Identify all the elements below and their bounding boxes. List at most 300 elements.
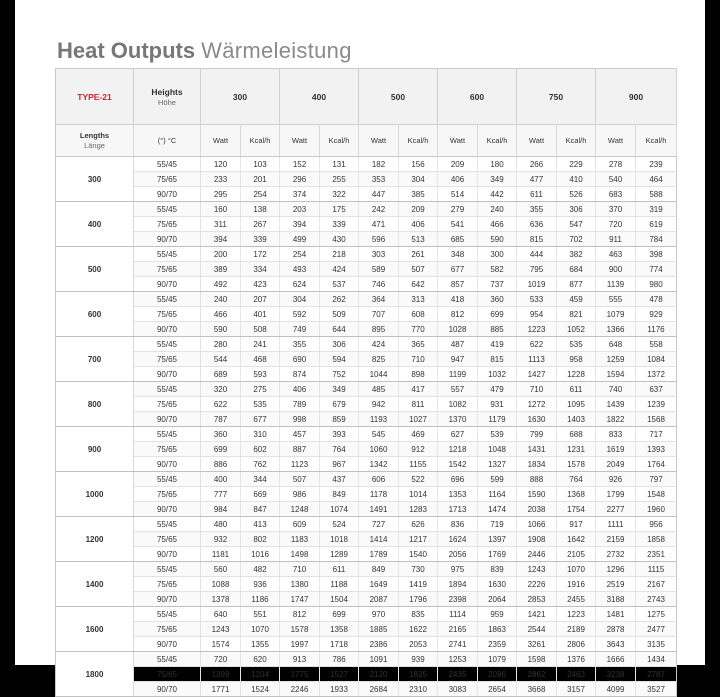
watt-value-cell: 1113 xyxy=(517,352,557,367)
length-cell: 600 xyxy=(56,292,134,337)
kcal-value-cell: 594 xyxy=(320,352,359,367)
kcal-value-cell: 1754 xyxy=(557,502,596,517)
watt-value-cell: 2087 xyxy=(359,592,399,607)
kcal-value-cell: 730 xyxy=(399,562,438,577)
watt-value-cell: 2684 xyxy=(359,682,399,697)
kcal-value-cell: 313 xyxy=(399,292,438,307)
kcal-value-cell: 849 xyxy=(320,487,359,502)
kcal-value-cell: 522 xyxy=(399,472,438,487)
kcal-value-cell: 1095 xyxy=(557,397,596,412)
watt-value-cell: 447 xyxy=(359,187,399,202)
watt-value-cell: 304 xyxy=(280,292,320,307)
watt-value-cell: 280 xyxy=(201,337,241,352)
watt-value-cell: 895 xyxy=(359,322,399,337)
watt-value-cell: 1114 xyxy=(438,607,478,622)
heights-sub-label: Höhe xyxy=(158,97,176,107)
watt-value-cell: 400 xyxy=(201,472,241,487)
temperature-cell: 55/45 xyxy=(134,202,201,217)
kcal-value-cell: 1524 xyxy=(241,682,280,697)
temperature-cell: 90/70 xyxy=(134,412,201,427)
length-cell: 900 xyxy=(56,427,134,472)
kcal-value-cell: 424 xyxy=(320,262,359,277)
watt-value-cell: 1082 xyxy=(438,397,478,412)
watt-value-cell: 857 xyxy=(438,277,478,292)
heat-output-table xyxy=(55,68,677,697)
table-row xyxy=(56,352,677,367)
watt-value-cell: 254 xyxy=(280,247,320,262)
kcal-value-cell: 619 xyxy=(636,217,677,232)
watt-value-cell: 984 xyxy=(201,502,241,517)
kcal-value-cell: 2787 xyxy=(636,667,677,682)
kcal-value-cell: 637 xyxy=(636,382,677,397)
kcal-value-cell: 2806 xyxy=(557,637,596,652)
watt-value-cell: 624 xyxy=(280,277,320,292)
temperature-cell: 90/70 xyxy=(134,457,201,472)
kcal-value-cell: 956 xyxy=(636,517,677,532)
watt-value-cell: 209 xyxy=(438,157,478,172)
kcal-value-cell: 254 xyxy=(241,187,280,202)
kcal-value-cell: 209 xyxy=(399,202,438,217)
kcal-value-cell: 385 xyxy=(399,187,438,202)
watt-value-cell: 303 xyxy=(359,247,399,262)
temperature-cell: 75/65 xyxy=(134,442,201,457)
length-cell: 300 xyxy=(56,157,134,202)
kcal-value-cell: 2189 xyxy=(557,622,596,637)
watt-value-cell: 3261 xyxy=(517,637,557,652)
watt-value-cell: 833 xyxy=(596,427,636,442)
watt-value-cell: 3668 xyxy=(517,682,557,697)
watt-value-cell: 740 xyxy=(596,382,636,397)
temperature-cell: 75/65 xyxy=(134,352,201,367)
watt-value-cell: 970 xyxy=(359,607,399,622)
kcal-value-cell: 620 xyxy=(241,652,280,667)
temperature-cell: 90/70 xyxy=(134,592,201,607)
kcal-value-cell: 334 xyxy=(241,262,280,277)
kcal-value-cell: 229 xyxy=(557,157,596,172)
table-row xyxy=(56,397,677,412)
watt-value-cell: 492 xyxy=(201,277,241,292)
watt-value-cell: 1775 xyxy=(280,667,320,682)
kcal-value-cell: 180 xyxy=(478,157,517,172)
kcal-value-cell: 3157 xyxy=(557,682,596,697)
kcal-value-cell: 103 xyxy=(241,157,280,172)
kcal-value-cell: 3527 xyxy=(636,682,677,697)
kcal-header: Kcal/h xyxy=(636,125,677,157)
watt-value-cell: 1834 xyxy=(517,457,557,472)
watt-value-cell: 1044 xyxy=(359,367,399,382)
kcal-value-cell: 322 xyxy=(320,187,359,202)
watt-value-cell: 998 xyxy=(280,412,320,427)
watt-value-cell: 2732 xyxy=(596,547,636,562)
kcal-value-cell: 478 xyxy=(636,292,677,307)
watt-value-cell: 514 xyxy=(438,187,478,202)
watt-value-cell: 590 xyxy=(201,322,241,337)
watt-value-cell: 120 xyxy=(201,157,241,172)
kcal-value-cell: 1239 xyxy=(636,397,677,412)
watt-value-cell: 1019 xyxy=(517,277,557,292)
kcal-value-cell: 1048 xyxy=(478,442,517,457)
watt-value-cell: 2049 xyxy=(596,457,636,472)
kcal-value-cell: 508 xyxy=(241,322,280,337)
kcal-value-cell: 156 xyxy=(399,157,438,172)
watt-value-cell: 152 xyxy=(280,157,320,172)
table-row xyxy=(56,382,677,397)
temperature-cell: 75/65 xyxy=(134,532,201,547)
height-header: 600 xyxy=(438,69,517,125)
watt-value-cell: 1178 xyxy=(359,487,399,502)
watt-header: Watt xyxy=(596,125,636,157)
watt-header: Watt xyxy=(517,125,557,157)
length-cell: 1800 xyxy=(56,652,134,697)
watt-value-cell: 355 xyxy=(280,337,320,352)
kcal-value-cell: 599 xyxy=(478,472,517,487)
watt-value-cell: 911 xyxy=(596,232,636,247)
watt-value-cell: 487 xyxy=(438,337,478,352)
kcal-value-cell: 980 xyxy=(636,277,677,292)
watt-value-cell: 1594 xyxy=(596,367,636,382)
watt-value-cell: 1747 xyxy=(280,592,320,607)
kcal-value-cell: 306 xyxy=(320,337,359,352)
temperature-cell: 75/65 xyxy=(134,577,201,592)
watt-value-cell: 1414 xyxy=(359,532,399,547)
watt-value-cell: 295 xyxy=(201,187,241,202)
kcal-value-cell: 349 xyxy=(320,382,359,397)
watt-value-cell: 1380 xyxy=(280,577,320,592)
kcal-value-cell: 2654 xyxy=(478,682,517,697)
kcal-value-cell: 339 xyxy=(320,217,359,232)
kcal-value-cell: 1419 xyxy=(399,577,438,592)
watt-value-cell: 1399 xyxy=(201,667,241,682)
watt-value-cell: 683 xyxy=(596,187,636,202)
kcal-value-cell: 466 xyxy=(478,217,517,232)
temperature-cell: 90/70 xyxy=(134,187,201,202)
kcal-value-cell: 406 xyxy=(399,217,438,232)
watt-value-cell: 888 xyxy=(517,472,557,487)
kcal-value-cell: 1769 xyxy=(478,547,517,562)
temperature-cell: 75/65 xyxy=(134,262,201,277)
kcal-value-cell: 417 xyxy=(399,382,438,397)
kcal-value-cell: 770 xyxy=(399,322,438,337)
kcal-value-cell: 752 xyxy=(320,367,359,382)
kcal-value-cell: 811 xyxy=(399,397,438,412)
watt-value-cell: 1199 xyxy=(438,367,478,382)
height-header: 750 xyxy=(517,69,596,125)
kcal-value-cell: 1504 xyxy=(320,592,359,607)
watt-value-cell: 1908 xyxy=(517,532,557,547)
kcal-value-cell: 762 xyxy=(241,457,280,472)
watt-value-cell: 1799 xyxy=(596,487,636,502)
kcal-value-cell: 551 xyxy=(241,607,280,622)
watt-value-cell: 1624 xyxy=(438,532,478,547)
kcal-value-cell: 547 xyxy=(557,217,596,232)
watt-value-cell: 477 xyxy=(517,172,557,187)
kcal-value-cell: 936 xyxy=(241,577,280,592)
watt-value-cell: 242 xyxy=(359,202,399,217)
watt-value-cell: 1378 xyxy=(201,592,241,607)
lengths-label-cell xyxy=(56,125,134,157)
watt-value-cell: 622 xyxy=(517,337,557,352)
kcal-value-cell: 1016 xyxy=(241,547,280,562)
kcal-value-cell: 1027 xyxy=(399,412,438,427)
watt-value-cell: 2544 xyxy=(517,622,557,637)
kcal-value-cell: 786 xyxy=(320,652,359,667)
kcal-value-cell: 275 xyxy=(241,382,280,397)
kcal-value-cell: 764 xyxy=(557,472,596,487)
length-cell: 1200 xyxy=(56,517,134,562)
kcal-value-cell: 1376 xyxy=(557,652,596,667)
lengths-label: Lengths xyxy=(79,131,110,140)
kcal-value-cell: 1548 xyxy=(636,487,677,502)
kcal-value-cell: 240 xyxy=(478,202,517,217)
watt-value-cell: 1028 xyxy=(438,322,478,337)
kcal-value-cell: 626 xyxy=(399,517,438,532)
kcal-value-cell: 588 xyxy=(636,187,677,202)
watt-value-cell: 555 xyxy=(596,292,636,307)
temperature-label: (°) °C xyxy=(134,125,201,157)
kcal-value-cell: 507 xyxy=(399,262,438,277)
watt-value-cell: 1366 xyxy=(596,322,636,337)
table-row xyxy=(56,577,677,592)
kcal-value-cell: 513 xyxy=(399,232,438,247)
watt-value-cell: 720 xyxy=(596,217,636,232)
watt-header: Watt xyxy=(359,125,399,157)
kcal-value-cell: 261 xyxy=(399,247,438,262)
header-row-heights xyxy=(56,69,677,125)
kcal-value-cell: 885 xyxy=(478,322,517,337)
watt-value-cell: 2246 xyxy=(280,682,320,697)
kcal-value-cell: 1403 xyxy=(557,412,596,427)
kcal-value-cell: 319 xyxy=(636,202,677,217)
kcal-value-cell: 912 xyxy=(399,442,438,457)
temperature-cell: 90/70 xyxy=(134,232,201,247)
kcal-value-cell: 365 xyxy=(399,337,438,352)
watt-value-cell: 1822 xyxy=(596,412,636,427)
kcal-header: Kcal/h xyxy=(557,125,596,157)
kcal-value-cell: 1372 xyxy=(636,367,677,382)
kcal-value-cell: 349 xyxy=(478,172,517,187)
watt-value-cell: 815 xyxy=(517,232,557,247)
kcal-value-cell: 535 xyxy=(241,397,280,412)
kcal-value-cell: 821 xyxy=(557,307,596,322)
watt-value-cell: 886 xyxy=(201,457,241,472)
temperature-cell: 55/45 xyxy=(134,382,201,397)
heights-label-cell xyxy=(134,69,201,125)
kcal-value-cell: 931 xyxy=(478,397,517,412)
watt-value-cell: 320 xyxy=(201,382,241,397)
kcal-value-cell: 1642 xyxy=(557,532,596,547)
watt-value-cell: 1218 xyxy=(438,442,478,457)
watt-value-cell: 1060 xyxy=(359,442,399,457)
kcal-value-cell: 602 xyxy=(241,442,280,457)
kcal-value-cell: 262 xyxy=(320,292,359,307)
kcal-value-cell: 558 xyxy=(636,337,677,352)
kcal-value-cell: 815 xyxy=(478,352,517,367)
kcal-value-cell: 539 xyxy=(478,427,517,442)
watt-value-cell: 1243 xyxy=(517,562,557,577)
watt-value-cell: 2038 xyxy=(517,502,557,517)
watt-value-cell: 485 xyxy=(359,382,399,397)
watt-value-cell: 677 xyxy=(438,262,478,277)
table-row xyxy=(56,562,677,577)
watt-value-cell: 370 xyxy=(596,202,636,217)
watt-value-cell: 507 xyxy=(280,472,320,487)
kcal-value-cell: 469 xyxy=(399,427,438,442)
table-row xyxy=(56,367,677,382)
kcal-value-cell: 898 xyxy=(399,367,438,382)
kcal-value-cell: 1228 xyxy=(557,367,596,382)
kcal-value-cell: 959 xyxy=(478,607,517,622)
watt-value-cell: 2398 xyxy=(438,592,478,607)
kcal-value-cell: 419 xyxy=(478,337,517,352)
temperature-cell: 90/70 xyxy=(134,682,201,697)
watt-value-cell: 406 xyxy=(438,172,478,187)
temperature-cell: 90/70 xyxy=(134,502,201,517)
watt-value-cell: 690 xyxy=(280,352,320,367)
kcal-value-cell: 393 xyxy=(320,427,359,442)
watt-value-cell: 1066 xyxy=(517,517,557,532)
kcal-value-cell: 1858 xyxy=(636,532,677,547)
kcal-value-cell: 1070 xyxy=(241,622,280,637)
kcal-value-cell: 241 xyxy=(241,337,280,352)
watt-value-cell: 2862 xyxy=(517,667,557,682)
kcal-value-cell: 1327 xyxy=(478,457,517,472)
watt-value-cell: 200 xyxy=(201,247,241,262)
watt-value-cell: 1243 xyxy=(201,622,241,637)
watt-value-cell: 1272 xyxy=(517,397,557,412)
kcal-value-cell: 737 xyxy=(478,277,517,292)
watt-value-cell: 311 xyxy=(201,217,241,232)
kcal-value-cell: 717 xyxy=(636,427,677,442)
kcal-value-cell: 2463 xyxy=(557,667,596,682)
kcal-value-cell: 917 xyxy=(557,517,596,532)
table-row xyxy=(56,532,677,547)
kcal-value-cell: 859 xyxy=(320,412,359,427)
watt-value-cell: 182 xyxy=(359,157,399,172)
kcal-value-cell: 459 xyxy=(557,292,596,307)
length-cell: 1600 xyxy=(56,607,134,652)
kcal-value-cell: 1176 xyxy=(636,322,677,337)
temperature-cell: 75/65 xyxy=(134,217,201,232)
kcal-value-cell: 175 xyxy=(320,202,359,217)
watt-value-cell: 1885 xyxy=(359,622,399,637)
watt-value-cell: 1091 xyxy=(359,652,399,667)
height-header: 500 xyxy=(359,69,438,125)
title-german: Wärmeleistung xyxy=(201,38,352,63)
watt-value-cell: 466 xyxy=(201,307,241,322)
watt-value-cell: 1498 xyxy=(280,547,320,562)
length-cell: 1400 xyxy=(56,562,134,607)
kcal-value-cell: 590 xyxy=(478,232,517,247)
table-row xyxy=(56,607,677,622)
watt-value-cell: 1088 xyxy=(201,577,241,592)
kcal-value-cell: 1474 xyxy=(478,502,517,517)
kcal-value-cell: 1070 xyxy=(557,562,596,577)
watt-value-cell: 1296 xyxy=(596,562,636,577)
kcal-value-cell: 1186 xyxy=(241,592,280,607)
watt-value-cell: 812 xyxy=(438,307,478,322)
kcal-value-cell: 1863 xyxy=(478,622,517,637)
watt-value-cell: 2165 xyxy=(438,622,478,637)
watt-value-cell: 1542 xyxy=(438,457,478,472)
watt-value-cell: 471 xyxy=(359,217,399,232)
watt-header: Watt xyxy=(280,125,320,157)
kcal-value-cell: 1960 xyxy=(636,502,677,517)
watt-value-cell: 710 xyxy=(280,562,320,577)
kcal-header: Kcal/h xyxy=(478,125,517,157)
kcal-value-cell: 642 xyxy=(399,277,438,292)
watt-value-cell: 1481 xyxy=(596,607,636,622)
kcal-value-cell: 1825 xyxy=(399,667,438,682)
temperature-cell: 55/45 xyxy=(134,157,201,172)
watt-value-cell: 1353 xyxy=(438,487,478,502)
kcal-value-cell: 1014 xyxy=(399,487,438,502)
watt-value-cell: 296 xyxy=(280,172,320,187)
table-row xyxy=(56,667,677,682)
kcal-value-cell: 1275 xyxy=(636,607,677,622)
kcal-value-cell: 437 xyxy=(320,472,359,487)
table-row xyxy=(56,487,677,502)
temperature-cell: 55/45 xyxy=(134,247,201,262)
kcal-value-cell: 1630 xyxy=(478,577,517,592)
watt-value-cell: 2741 xyxy=(438,637,478,652)
watt-value-cell: 749 xyxy=(280,322,320,337)
watt-value-cell: 1370 xyxy=(438,412,478,427)
height-header: 400 xyxy=(280,69,359,125)
watt-value-cell: 942 xyxy=(359,397,399,412)
kcal-value-cell: 509 xyxy=(320,307,359,322)
kcal-value-cell: 1032 xyxy=(478,367,517,382)
table-row xyxy=(56,427,677,442)
title-english: Heat Outputs xyxy=(57,38,196,63)
watt-value-cell: 1713 xyxy=(438,502,478,517)
table-row xyxy=(56,442,677,457)
watt-value-cell: 364 xyxy=(359,292,399,307)
watt-value-cell: 3083 xyxy=(438,682,478,697)
watt-value-cell: 874 xyxy=(280,367,320,382)
temperature-cell: 55/45 xyxy=(134,427,201,442)
temperature-cell: 75/65 xyxy=(134,487,201,502)
table-row xyxy=(56,652,677,667)
watt-value-cell: 2519 xyxy=(596,577,636,592)
temperature-cell: 55/45 xyxy=(134,337,201,352)
watt-value-cell: 1439 xyxy=(596,397,636,412)
watt-value-cell: 825 xyxy=(359,352,399,367)
watt-value-cell: 699 xyxy=(201,442,241,457)
kcal-value-cell: 1916 xyxy=(557,577,596,592)
kcal-value-cell: 423 xyxy=(241,277,280,292)
watt-value-cell: 1181 xyxy=(201,547,241,562)
table-row xyxy=(56,592,677,607)
temperature-cell: 75/65 xyxy=(134,667,201,682)
kcal-value-cell: 360 xyxy=(478,292,517,307)
kcal-value-cell: 710 xyxy=(399,352,438,367)
temperature-cell: 55/45 xyxy=(134,472,201,487)
watt-value-cell: 374 xyxy=(280,187,320,202)
temperature-cell: 55/45 xyxy=(134,562,201,577)
kcal-value-cell: 2351 xyxy=(636,547,677,562)
watt-value-cell: 1079 xyxy=(596,307,636,322)
watt-value-cell: 689 xyxy=(201,367,241,382)
kcal-value-cell: 582 xyxy=(478,262,517,277)
watt-value-cell: 541 xyxy=(438,217,478,232)
watt-value-cell: 544 xyxy=(201,352,241,367)
watt-value-cell: 406 xyxy=(280,382,320,397)
kcal-value-cell: 413 xyxy=(241,517,280,532)
watt-value-cell: 1139 xyxy=(596,277,636,292)
watt-value-cell: 609 xyxy=(280,517,320,532)
kcal-value-cell: 138 xyxy=(241,202,280,217)
kcal-value-cell: 967 xyxy=(320,457,359,472)
